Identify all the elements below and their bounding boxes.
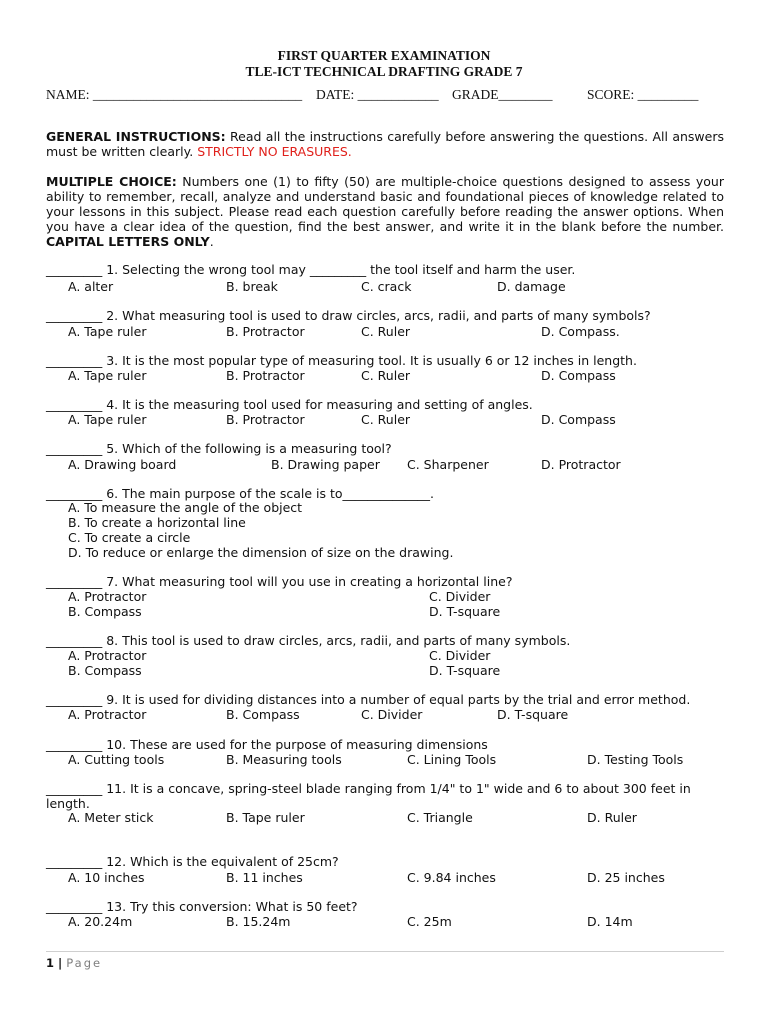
question-stem: _________ 7. What measuring tool will you use in creating a horizontal line? <box>46 574 513 589</box>
exam-title: FIRST QUARTER EXAMINATION <box>277 48 491 63</box>
option-c: C. Ruler <box>361 324 411 339</box>
question-stem: _________ 4. It is the measuring tool used for measuring and setting of angles. <box>46 397 533 412</box>
general-instructions-text: Read all the instructions carefully before answering the questions. All answers must be written clearly. <box>46 129 724 159</box>
option-d: D. Compass. <box>541 324 620 339</box>
option-c: C. 9.84 inches <box>407 870 496 885</box>
option-a: A. Drawing board <box>68 457 177 472</box>
option-a: A. Meter stick <box>68 810 154 825</box>
general-instructions <box>46 129 724 159</box>
question-stem: _________ 10. These are used for the purpose of measuring dimensions <box>46 737 488 752</box>
question-stem: _________ 5. Which of the following is a measuring tool? <box>46 441 392 456</box>
option-d: D. To reduce or enlarge the dimension of size on the drawing. <box>68 545 454 560</box>
option-d: D. Ruler <box>587 810 637 825</box>
option-a: A. Tape ruler <box>68 412 147 427</box>
option-d: D. Compass <box>541 368 616 383</box>
page-separator: | <box>54 956 67 970</box>
option-c: C. Divider <box>361 707 423 722</box>
no-erasures-warning: STRICTLY NO ERASURES. <box>197 144 352 159</box>
option-c: C. Divider <box>429 589 491 604</box>
option-a: A. Tape ruler <box>68 324 147 339</box>
option-b: B. Protractor <box>226 324 305 339</box>
option-d: D. Compass <box>541 412 616 427</box>
option-a: A. Protractor <box>68 707 147 722</box>
footer-divider <box>46 951 724 952</box>
date-field[interactable]: DATE: ____________ <box>316 87 439 102</box>
page-number: 1 <box>46 956 55 970</box>
question-stem: _________ 13. Try this conversion: What is 50 feet? <box>46 899 358 914</box>
option-a: A. 10 inches <box>68 870 145 885</box>
multiple-choice-text: Numbers one (1) to fifty (50) are multiple-choice questions designed to assess your ability to remember, recall, analyze and understand basic and foundational pieces of knowledge related to your lessons in this subject. Please read each question carefully before reading the answer options. When you have a clear idea of the question, find the best answer, and write it in the blank before the number. <box>46 174 724 234</box>
question-stem: _________ 12. Which is the equivalent of 25cm? <box>46 854 339 869</box>
question-stem: _________ 2. What measuring tool is used to draw circles, arcs, radii, and parts of many symbols? <box>46 308 651 323</box>
option-c: C. Sharpener <box>407 457 489 472</box>
option-c: C. Lining Tools <box>407 752 497 767</box>
general-instructions-label: GENERAL INSTRUCTIONS: <box>46 129 226 144</box>
option-d: D. T-square <box>429 604 501 619</box>
option-c: C. 25m <box>407 914 452 929</box>
capital-letters-note: CAPITAL LETTERS ONLY <box>46 234 210 249</box>
name-field[interactable]: NAME: _______________________________ <box>46 87 303 102</box>
option-d: D. Protractor <box>541 457 621 472</box>
page-label: Page <box>66 956 103 970</box>
option-d: D. damage <box>497 279 566 294</box>
option-a: A. 20.24m <box>68 914 133 929</box>
question-stem: _________ 3. It is the most popular type of measuring tool. It is usually 6 or 12 inches in length. <box>46 353 637 368</box>
instructions-period: . <box>209 234 214 249</box>
option-b: B. 11 inches <box>226 870 303 885</box>
question-stem: _________ 8. This tool is used to draw circles, arcs, radii, and parts of many symbols. <box>46 633 571 648</box>
option-b: B. Protractor <box>226 412 305 427</box>
option-a: A. Protractor <box>68 648 147 663</box>
option-d: D. 25 inches <box>587 870 665 885</box>
option-a: A. Cutting tools <box>68 752 165 767</box>
option-b: B. break <box>226 279 278 294</box>
page-footer <box>46 956 102 970</box>
option-c: C. To create a circle <box>68 530 191 545</box>
option-c: C. Ruler <box>361 368 411 383</box>
multiple-choice-label: MULTIPLE CHOICE: <box>46 174 177 189</box>
option-b: B. Compass <box>68 604 142 619</box>
option-b: B. Drawing paper <box>271 457 380 472</box>
option-a: A. Tape ruler <box>68 368 147 383</box>
option-b: B. Tape ruler <box>226 810 305 825</box>
option-b: B. To create a horizontal line <box>68 515 246 530</box>
option-b: B. Compass <box>226 707 300 722</box>
multiple-choice-instructions <box>46 174 724 249</box>
option-d: D. Testing Tools <box>587 752 684 767</box>
option-a: A. Protractor <box>68 589 147 604</box>
option-d: D. T-square <box>497 707 569 722</box>
option-b: B. Compass <box>68 663 142 678</box>
option-a: A. To measure the angle of the object <box>68 500 303 515</box>
option-b: B. Protractor <box>226 368 305 383</box>
option-c: C. Ruler <box>361 412 411 427</box>
question-stem: _________ 9. It is used for dividing distances into a number of equal parts by the trial and error method. <box>46 692 691 707</box>
option-b: B. 15.24m <box>226 914 291 929</box>
option-a: A. alter <box>68 279 114 294</box>
option-b: B. Measuring tools <box>226 752 342 767</box>
option-c: C. crack <box>361 279 412 294</box>
question-stem: _________ 11. It is a concave, spring-steel blade ranging from 1/4" to 1" wide and 6 to about 300 feet in length. <box>46 781 691 811</box>
score-field[interactable]: SCORE: _________ <box>587 87 699 102</box>
option-c: C. Divider <box>429 648 491 663</box>
question-stem: _________ 1. Selecting the wrong tool may _________ the tool itself and harm the user. <box>46 262 576 277</box>
option-d: D. T-square <box>429 663 501 678</box>
exam-subtitle: TLE-ICT TECHNICAL DRAFTING GRADE 7 <box>245 64 523 79</box>
question-stem: _________ 6. The main purpose of the scale is to______________. <box>46 486 434 501</box>
option-d: D. 14m <box>587 914 633 929</box>
grade-field[interactable]: GRADE________ <box>452 87 553 102</box>
option-c: C. Triangle <box>407 810 473 825</box>
